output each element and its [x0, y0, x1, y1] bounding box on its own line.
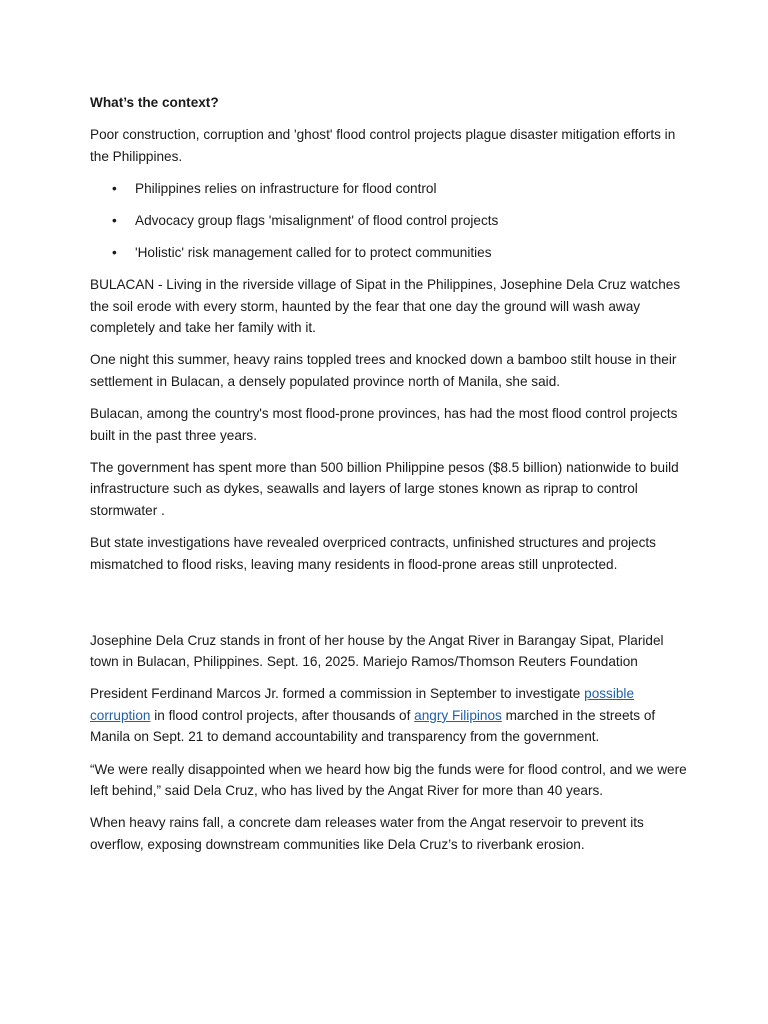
bullet-icon: •: [112, 244, 117, 260]
possible-corruption-link[interactable]: possible corruption: [90, 686, 635, 723]
photo-caption: Josephine Dela Cruz stands in front of her house by the Angat River in Barangay Sipat, Plaridel town in Bulacan, Philippines. Sept. 16, 2025. Mariejo Ramos/Thomson Reuters Foundation: [90, 632, 664, 670]
body-paragraph: One night this summer, heavy rains toppled trees and knocked down a bamboo stilt house in their settlement in Bulacan, a densely populated province north of Manila, she said.: [90, 352, 677, 389]
list-item: [90, 178, 690, 200]
key-points-list: [90, 178, 690, 264]
text-segment: marched in the streets of Manila on Sept. 21 to demand accountability and transparency from the government.: [90, 707, 656, 745]
list-item: [90, 210, 690, 232]
bullet-icon: •: [112, 212, 117, 228]
section-heading: What’s the context?: [90, 95, 219, 110]
list-item-text: 'Holistic' risk management called for to protect communities: [135, 244, 492, 260]
body-paragraph: The government has spent more than 500 billion Philippine pesos ($8.5 billion) nationwide to build infrastructure such as dykes, seawalls and layers of large stones known as riprap to control stormwater .: [90, 459, 679, 518]
body-paragraph: Bulacan, among the country's most flood-prone provinces, has had the most flood control projects built in the past three years.: [90, 405, 678, 443]
summary-paragraph: Poor construction, corruption and 'ghost' flood control projects plague disaster mitigation efforts in the Philippines.: [90, 127, 676, 164]
body-paragraph: When heavy rains fall, a concrete dam releases water from the Angat reservoir to prevent its overflow, exposing downstream communities like Dela Cruz’s to riverbank erosion.: [90, 815, 644, 852]
angry-filipinos-link[interactable]: angry Filipinos: [414, 707, 502, 723]
quote-paragraph: “We were really disappointed when we heard how big the funds were for flood control, and we were left behind,” said Dela Cruz, who has lived by the Angat River for more than 40 years.: [90, 761, 687, 799]
body-paragraph-marcos: [90, 683, 690, 748]
body-paragraph: BULACAN - Living in the riverside village of Sipat in the Philippines, Josephine Dela Cruz watches the soil erode with every storm, haunted by the fear that one day the ground will wash away completely and take her family with it.: [90, 276, 681, 336]
list-item-text: Philippines relies on infrastructure for flood control: [135, 180, 437, 196]
image-placeholder-gap: [90, 586, 690, 630]
bullet-icon: •: [112, 180, 117, 196]
text-segment: President Ferdinand Marcos Jr. formed a commission in September to investigate: [90, 686, 585, 702]
text-segment: in flood control projects, after thousands of: [150, 707, 415, 723]
article-body: [90, 92, 690, 866]
body-paragraph: But state investigations have revealed overpriced contracts, unfinished structures and projects mismatched to flood risks, leaving many residents in flood-prone areas still unprotected.: [90, 534, 656, 572]
list-item-text: Advocacy group flags 'misalignment' of flood control projects: [135, 212, 499, 228]
list-item: [90, 242, 690, 264]
